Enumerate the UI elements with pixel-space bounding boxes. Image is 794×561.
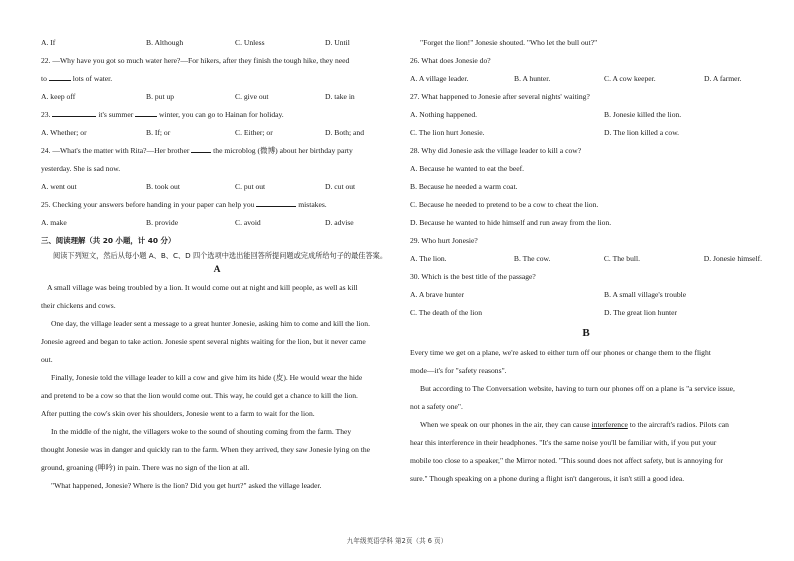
q22-stem-post: lots of water. [72,74,113,83]
q22-stem-pre: to [41,74,47,83]
q30-stem: 30. Which is the best title of the passage? [410,272,536,281]
underlined-word: interference [591,420,628,429]
passage-b-line: not a safety one". [410,402,463,411]
passage-b-line: mode—it's for "safety reasons". [410,366,507,375]
q23-stem-post: winter, you can go to Hainan for holiday. [159,110,284,119]
q21-option-d: D. Until [325,38,350,47]
q26-options [410,70,762,88]
q26-stem: 26. What does Jonesie do? [410,56,491,65]
q23-option-b: B. If; or [146,128,171,137]
q22-stem-line1: 22. —Why have you got so much water here?—For hikers, after they finish the tough hike, they need [41,56,350,65]
q23-options [41,124,393,142]
q22-option-b: B. put up [146,92,175,101]
q23-option-d: D. Both; and [325,128,365,137]
q28-option-a: A. Because he wanted to eat the beef. [410,164,525,173]
passage-a-line: In the middle of the night, the villagers woke to the sound of shouting coming from the farm. They [51,427,352,436]
q30-option-b: B. A small village's trouble [604,290,687,299]
q25-stem-post: mistakes. [298,200,327,209]
q28-stem: 28. Why did Jonesie ask the village leader to kill a cow? [410,146,582,155]
q23-option-a: A. Whether; or [41,128,87,137]
q21-option-c: C. Unless [235,38,265,47]
q26-option-d: D. A farmer. [704,74,742,83]
passage-a-line: One day, the village leader sent a message to a great hunter Jonesie, asking him to come and kill the lion. [51,319,370,328]
passage-b-line: But according to The Conversation website, having to turn our phones off on a plane is "a service issue, [420,384,735,393]
passage-a-label: A [213,265,221,275]
passage-a-line: their chickens and cows. [41,301,116,310]
q29-option-b: B. The cow. [513,254,551,263]
q27-option-a: A. Nothing happened. [410,110,478,119]
answer-blank [135,108,157,117]
passage-a-line: Finally, Jonesie told the village leader to kill a cow and give him its hide (皮). He would wear the hide [51,373,363,382]
q25-option-d: D. advise [325,218,354,227]
passage-a-line: A small village was being troubled by a lion. It would come out at night and kill people, as well as kill [47,283,358,292]
answer-blank [191,144,211,153]
passage-a-line: Jonesie agreed and began to take action. Jonesie spent several nights waiting for the lion, but it never came [41,337,366,346]
q24-option-b: B. took out [146,182,180,191]
q25-option-a: A. make [41,218,67,227]
q27-stem: 27. What happened to Jonesie after several nights' waiting? [410,92,590,101]
q24-option-d: D. cut out [325,182,356,191]
passage-b-line [410,416,762,434]
passage-b-text: When we speak on our phones in the air, they can cause [420,420,590,429]
q26-option-a: A. A village leader. [410,74,469,83]
q21-options [41,34,393,52]
q29-stem: 29. Who hurt Jonesie? [410,236,478,245]
q23-number: 23. [41,110,51,119]
q24-stem-line1 [41,142,393,160]
passage-b-line: sure." Though speaking on a phone during a flight isn't dangerous, it isn't still a good idea. [410,474,685,483]
passage-a-quote-line: "Forget the lion!" Jonesie shouted. "Who let the bull out?" [420,38,598,47]
q23-option-c: C. Either; or [235,128,273,137]
passage-b-label: B [582,327,590,339]
passage-a-line: "What happened, Jonesie? Where is the lion? Did you get hurt?" asked the village leader. [51,481,322,490]
q30-option-d: D. The great lion hunter [604,308,678,317]
q29-option-c: C. The bull. [603,254,641,263]
q25-stem-pre: 25. Checking your answers before handing in your paper can help you [41,200,255,209]
q29-option-d: D. Jonesie himself. [703,254,762,263]
q26-option-c: C. A cow keeper. [604,74,656,83]
page-footer: 九年级英语学科 第2页（共 6 页） [346,537,448,545]
answer-blank [256,198,296,207]
q25-option-b: B. provide [146,218,179,227]
right-column [410,34,762,488]
q28-option-d: D. Because he wanted to hide himself and run away from the lion. [410,218,612,227]
q28-option-b: B. Because he needed a warm coat. [410,182,518,191]
passage-a-line: thought Jonesie was in danger and quickly ran to the farm. When they arrived, they saw Jonesie lying on the [41,445,371,454]
q22-options [41,88,393,106]
q27-option-b: B. Jonesie killed the lion. [604,110,682,119]
passage-b-line: mobile too close to a speaker," the Mirror noted. "This sound does not affect safety, but is annoying for [410,456,723,465]
passage-a-line: out. [41,355,53,364]
q27-option-c: C. The lion hurt Jonesie. [410,128,485,137]
passage-b-line: Every time we get on a plane, we're asked to either turn off our phones or change them to the flight [410,348,711,357]
q22-option-a: A. keep off [41,92,76,101]
q27-options-row2 [410,124,762,142]
passage-b-text: to the aircraft's radios. Pilots can [629,420,729,429]
q29-options [410,250,762,268]
q25-stem [41,196,393,214]
q22-stem-line2 [41,70,393,88]
q26-option-b: B. A hunter. [514,74,551,83]
q25-option-c: C. avoid [235,218,261,227]
passage-b-line: hear this interference in their headphones. "It's the same noise you'll be familiar with, if you put your [410,438,717,447]
q27-options-row1 [410,106,762,124]
q21-option-a: A. If [41,38,56,47]
section-title: 三、阅读理解（共 20 小题，计 40 分） [41,236,176,245]
q21-option-b: B. Although [146,38,184,47]
q30-option-c: C. The death of the lion [410,308,482,317]
q24-stem-line2: yesterday. She is sad now. [41,164,121,173]
passage-a-line: and pretend to be a cow so that the lion would come out. This way, he could get a chance to kill the lion. [41,391,358,400]
q28-option-c: C. Because he needed to pretend to be a cow to cheat the lion. [410,200,599,209]
left-column [41,34,393,495]
q23-stem-mid: it's summer [98,110,134,119]
q30-options-row2 [410,304,762,322]
q23-stem [41,106,393,124]
passage-a-line: After putting the cow's skin over his shoulders, Jonesie went to a farm to wait for the lion. [41,409,315,418]
q25-options [41,214,393,232]
q24-option-c: C. put out [235,182,266,191]
answer-blank [49,72,71,81]
q22-option-c: C. give out [235,92,269,101]
q27-option-d: D. The lion killed a cow. [604,128,680,137]
q24-stem-pre: 24. —What's the matter with Rita?—Her brother [41,146,190,155]
q24-options [41,178,393,196]
q30-option-a: A. A brave hunter [410,290,464,299]
answer-blank [52,108,96,117]
q29-option-a: A. The lion. [410,254,447,263]
q24-option-a: A. went out [41,182,77,191]
q22-option-d: D. take in [325,92,355,101]
section-instructions: 阅读下列短文，然后从每小题 A、B、C、D 四个选项中选出能回答所提问题或完成所给句子的最佳答案。 [53,251,388,260]
passage-a-line: ground, groaning (呻吟) in pain. There was no sign of the lion at all. [41,463,250,472]
q30-options-row1 [410,286,762,304]
q24-stem-post: the microblog (微博) about her birthday party [213,146,353,155]
